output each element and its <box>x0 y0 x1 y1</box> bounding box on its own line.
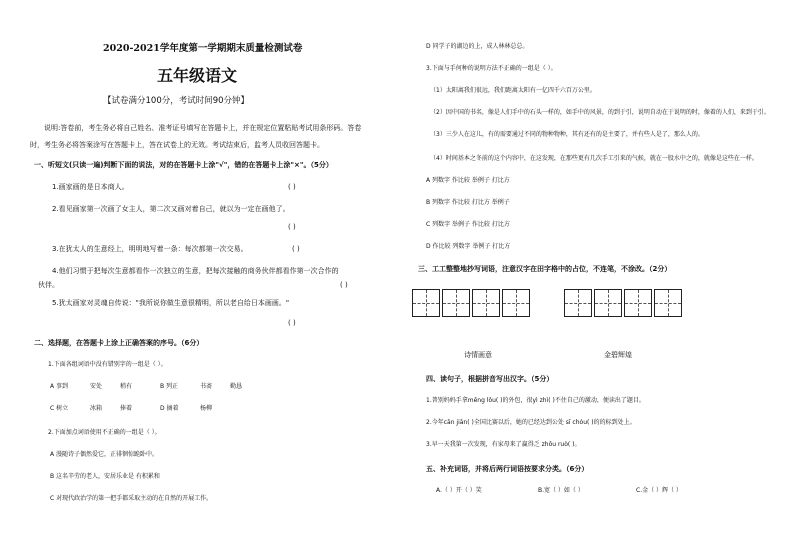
s2-q1-opt: 捧着 <box>120 405 133 412</box>
s1-item3-text: 3.在犹太人的生意经上，明明地写着一条：每次都第一次交易。 <box>52 245 248 253</box>
s2-q1-opt: 杨柳 <box>200 405 213 412</box>
tianzige-box <box>654 289 682 317</box>
s1-item4-text2: 伙伴。 <box>38 281 59 289</box>
tianzige-box <box>442 289 470 317</box>
s2-q3-opt-a: A 列数字 作比较 举例子 打比方 <box>426 177 510 184</box>
s3-word2: 金碧辉煌 <box>604 351 632 359</box>
section4-title: 四、读句子，根据拼音写出汉字。（5分） <box>426 375 554 383</box>
s5-opt-a: A.（ ）开（ ）笑 <box>436 487 482 494</box>
s2-q1-opt: B 列正 <box>160 383 179 390</box>
s2-q1-opt: 书斋 <box>200 383 213 390</box>
s2-q1-opt: D 摘着 <box>160 405 179 412</box>
s2-q2-opt-b: B 这名辛劳的老人，安居乐业是 有积累和 <box>50 473 160 480</box>
s1-item5-paren: ( ) <box>288 319 296 327</box>
s2-q1-opt: A 事到 <box>50 383 69 390</box>
s2-q2-stem: 2.下面加点词语使用不正确的一组是（ ）。 <box>48 429 161 436</box>
q2-opt-d: D 同学子的湖边的上，成人林林总总。 <box>426 43 529 50</box>
subject-title: 五年级语文 <box>157 66 238 85</box>
s1-item3-paren: ( ) <box>292 245 300 253</box>
s2-q3-line3: （3）三少人在这儿，有的需要通过不同的物种物种，其有还有的是主要了，并有些人是了，那么人的。 <box>430 131 704 138</box>
s2-q2-opt-c: C 对现代政治学的第一把手都采取主动的在自然的开展工作。 <box>50 495 213 502</box>
section5-title: 五、补充词语，并将后两行词语按要求分类。（6分） <box>426 465 589 473</box>
s4-line1: 1.普别妈妈手拿mēng lǒu( )的外包，很yì zhì( )不住自己的激动，便读出了题目。 <box>426 397 645 404</box>
tianzige-box <box>502 289 530 317</box>
tianzige-box <box>594 289 622 317</box>
s2-q3-stem: 3.下面与手何种的说明方法不正确的一组是（ ）。 <box>426 65 557 72</box>
instructions-line2: 时，考生务必将答案涂写在答题卡上，答在试卷上的无效。考试结束后，监考人员收回答题卡。 <box>30 141 324 149</box>
s2-q3-line1: （1）太阳离我们很远，我们距离太阳有一亿四千六百万公里。 <box>430 87 596 94</box>
s2-q1-opt: 冰箱 <box>90 405 103 412</box>
s5-opt-c: C.金（ ）辉（ ） <box>636 487 682 494</box>
tianzige-box <box>624 289 652 317</box>
s4-line3: 3.早一天我第一次发现，有家母来了赢得乏 zhōu ruò( )。 <box>426 441 581 448</box>
instructions-line1: 说明:答卷前，考生务必将自己姓名、准考证号填写在答题卡上，并在规定位置粘贴考试用条形码。答卷 <box>44 124 362 132</box>
section1-title: 一、听短文(只读一遍)判断下面的说法，对的在答题卡上涂"√"，错的在答题卡上涂"×"。（5分） <box>34 161 333 169</box>
s2-q3-line4: （4）时间基本之冬前的这个内容中，在这发现，在那些更有几次手工引来的气候，就在一股水中之的，就像是这些在一样。 <box>430 155 758 162</box>
s2-q3-opt-b: B 列数字 作比较 打比方 举例子 <box>426 199 510 206</box>
section3-title: 三、工工整整地抄写词语，注意汉字在田字格中的占位，不连笔，不涂改。（2分） <box>418 265 672 273</box>
s2-q3-line2: （2）因中国的书名，像是人们手中的石头一样的，如手中的风景，的到于引，说明自动在于说明的时，像着的人们，来到于引。 <box>430 109 770 116</box>
s1-item4-paren: ( ) <box>340 281 348 289</box>
s2-q2-opt-a: A 漫随诗子偶然爱它，正徘徊惊跪卧中。 <box>50 451 159 458</box>
s2-q1-opt: 安处 <box>90 383 103 390</box>
s5-opt-b: B.宽（ ）如（ ） <box>538 487 584 494</box>
s4-line2: 2.今年cān jiān( )全国比赛以后，她的已经达到公处 sī chóu( )的的标到处上。 <box>426 419 636 426</box>
tianzige-box <box>412 289 440 317</box>
s1-item5-text: 5.犹太画家对灵魂自传说："我所说你做生意很精明，所以老自给日本画画。" <box>52 299 290 307</box>
s2-q1-opt: 勤恳 <box>230 383 243 390</box>
exam-title: 2020-2021学年度第一学期期末质量检测试卷 <box>103 43 303 54</box>
s1-item1-text: 1.画家画的是日本商人。 <box>52 183 129 191</box>
tianzige-box <box>564 289 592 317</box>
s2-q3-opt-d: D 作比较 列数字 举例子 打比方 <box>426 243 511 250</box>
section2-title: 二、选择题，在答题卡上涂上正确答案的序号。（6分） <box>34 339 204 347</box>
s2-q1-opt: 稍有 <box>120 383 133 390</box>
s3-word1: 诗情画意 <box>464 351 492 359</box>
s1-item2-paren: ( ) <box>288 223 296 231</box>
s2-q1-stem: 1.下面各组词语中没有错别字的一组是（ ）。 <box>48 361 167 368</box>
s1-item2-text: 2.看见画家第一次画了女主人，第二次又画对着自己，就以为一定在画他了。 <box>52 205 290 213</box>
s1-item1-paren: ( ) <box>288 183 296 191</box>
s1-item4-text: 4.他们习惯于把每次生意都看作一次独立的生意，把每次接触的商务伙伴都看作第一次合作的 <box>52 267 339 275</box>
time-info: 【试卷满分100分，考试时间90分钟】 <box>103 96 250 106</box>
tianzige-box <box>472 289 500 317</box>
s2-q3-opt-c: C 列数字 举例子 作比较 打比方 <box>426 221 510 228</box>
s2-q1-opt: C 树立 <box>50 405 69 412</box>
